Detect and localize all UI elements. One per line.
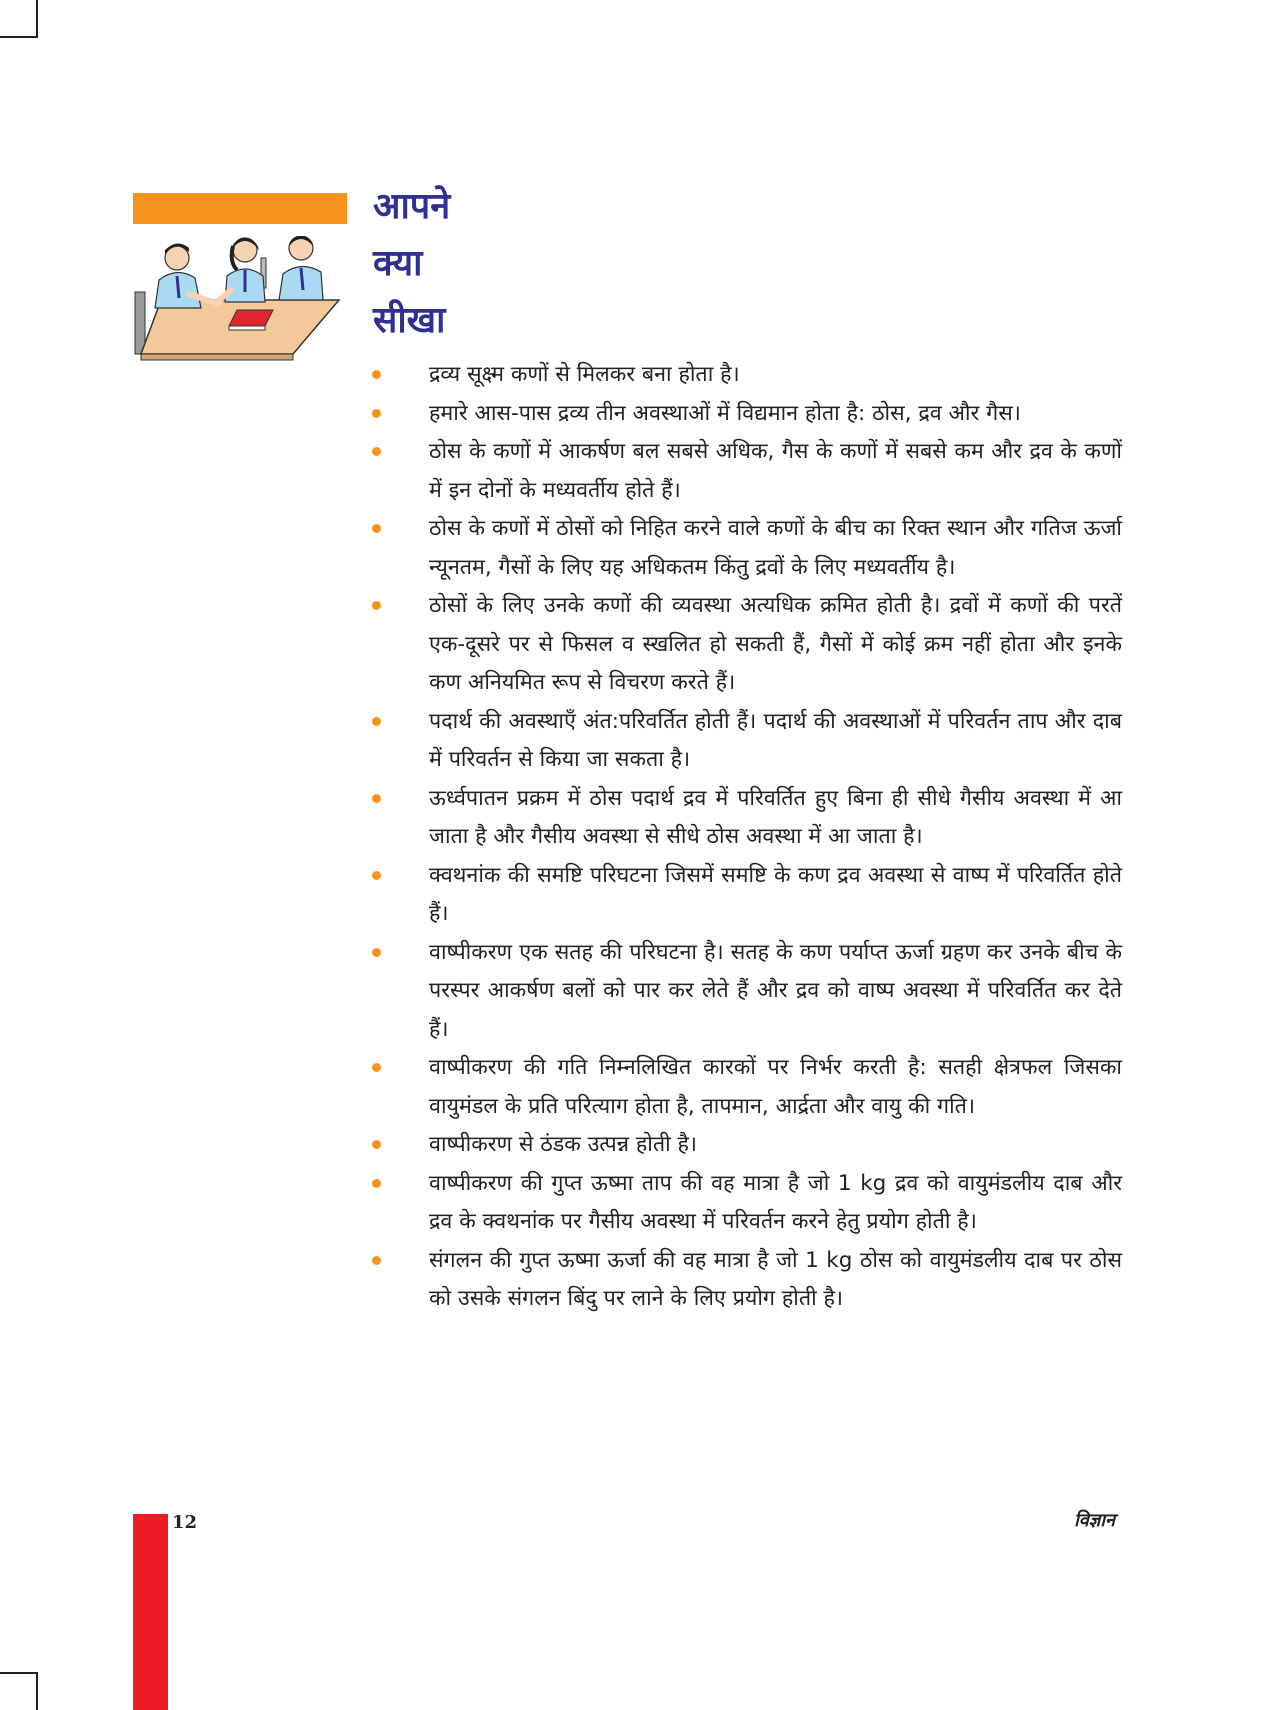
- list-item: [372, 1242, 1122, 1319]
- bullet-icon: [372, 524, 381, 533]
- crop-mark-top-left-vertical: [36, 0, 38, 38]
- bullet-icon: [372, 601, 381, 610]
- list-item-text: द्रव्य सूक्ष्म कणों से मिलकर बना होता है।: [429, 362, 740, 387]
- list-item-text: वाष्पीकरण एक सतह की परिघटना है। सतह के कण पर्याप्त ऊर्जा ग्रहण कर उनके बीच के परस्पर आकर्षण बलों को पार कर लेते हैं और द्रव को वाष्प अवस्था में परिवर्तित कर देते हैं।: [429, 939, 1122, 1042]
- footer-red-bar: [133, 1514, 168, 1710]
- list-item-text: संगलन की गुप्त ऊष्मा ऊर्जा की वह मात्रा है जो 1 kg ठोस को वायुमंडलीय दाब पर ठोस को उसके संगलन बिंदु पर लाने के लिए प्रयोग होती है।: [429, 1247, 1122, 1311]
- bullet-icon: [372, 1140, 381, 1149]
- heading-line-3: सीखा: [373, 300, 446, 341]
- list-item: [372, 395, 1122, 434]
- bullet-icon: [372, 948, 381, 957]
- bullet-icon: [372, 447, 381, 456]
- bullet-icon: [372, 794, 381, 803]
- list-item: [372, 1165, 1122, 1242]
- page-number: 12: [172, 1512, 198, 1533]
- section-accent-bar: [133, 193, 347, 224]
- list-item: [372, 1049, 1122, 1126]
- list-item-text: वाष्पीकरण से ठंडक उत्पन्न होती है।: [429, 1132, 698, 1157]
- list-item-text: पदार्थ की अवस्थाएँ अंत:परिवर्तित होती हैं। पदार्थ की अवस्थाओं में परिवर्तन ताप और दाब में परिवर्तन से किया जा सकता है।: [429, 708, 1122, 772]
- list-item: [372, 433, 1122, 510]
- bullet-icon: [372, 370, 381, 379]
- list-item-text: क्वथनांक की समष्टि परिघटना जिसमें समष्टि के कण द्रव अवस्था से वाष्प में परिवर्तित होते हैं।: [429, 862, 1122, 926]
- list-item: [372, 587, 1122, 703]
- list-item-text: वाष्पीकरण की गति निम्नलिखित कारकों पर निर्भर करती है: सतही क्षेत्रफल जिसका वायुमंडल के प्रति परित्याग होता है, तापमान, आर्द्रता और वायु की गति।: [429, 1055, 1122, 1119]
- list-item: [372, 857, 1122, 934]
- list-item: [372, 1126, 1122, 1165]
- bullet-icon: [372, 871, 381, 880]
- list-item-text: वाष्पीकरण की गुप्त ऊष्मा ताप की वह मात्रा है जो 1 kg द्रव को वायुमंडलीय दाब और द्रव के क्वथनांक पर गैसीय अवस्था में परिवर्तन करने हेतु प्रयोग होती है।: [429, 1170, 1122, 1234]
- bullet-icon: [372, 409, 381, 418]
- list-item: [372, 780, 1122, 857]
- bullet-icon: [372, 717, 381, 726]
- book-title: विज्ञान: [1074, 1510, 1115, 1531]
- students-at-table-illustration: [133, 236, 347, 362]
- crop-mark-bottom-left-vertical: [36, 1672, 38, 1710]
- heading-line-1: आपने: [373, 186, 451, 227]
- heading-line-2: क्या: [373, 243, 423, 284]
- list-item-text: ठोस के कणों में ठोसों को निहित करने वाले कणों के बीच का रिक्त स्थान और गतिज ऊर्जा न्यूनतम, गैसों के लिए यह अधिकतम किंतु द्रवों के लिए मध्यवर्तीय है।: [429, 516, 1122, 580]
- list-item-text: ठोसों के लिए उनके कणों की व्यवस्था अत्यधिक क्रमित होती है। द्रवों में कणों की परतें एक-दूसरे पर से फिसल व स्खलित हो सकती हैं, गैसों में कोई क्रम नहीं होता और इनके कण अनियमित रूप से विचरण करते हैं।: [429, 593, 1122, 695]
- bullet-icon: [372, 1179, 381, 1188]
- crop-mark-top-left-horizontal: [0, 36, 38, 38]
- list-item: [372, 510, 1122, 587]
- list-item-text: ठोस के कणों में आकर्षण बल सबसे अधिक, गैस के कणों में सबसे कम और द्रव के कणों में इन दोनों के मध्यवर्तीय होते हैं।: [429, 439, 1122, 503]
- bullet-icon: [372, 1063, 381, 1072]
- list-item-text: हमारे आस-पास द्रव्य तीन अवस्थाओं में विद्यमान होता है: ठोस, द्रव और गैस।: [429, 400, 1021, 426]
- list-item: [372, 356, 1122, 395]
- bullet-icon: [372, 1256, 381, 1265]
- crop-mark-bottom-left-horizontal: [0, 1672, 38, 1674]
- list-item: [372, 934, 1122, 1050]
- list-item: [372, 703, 1122, 780]
- section-heading: [373, 178, 450, 349]
- list-item-text: ऊर्ध्वपातन प्रक्रम में ठोस पदार्थ द्रव में परिवर्तित हुए बिना ही सीधे गैसीय अवस्था में आ जाता है और गैसीय अवस्था से सीधे ठोस अवस्था में आ जाता है।: [429, 785, 1122, 849]
- summary-bullet-list: [372, 356, 1122, 1319]
